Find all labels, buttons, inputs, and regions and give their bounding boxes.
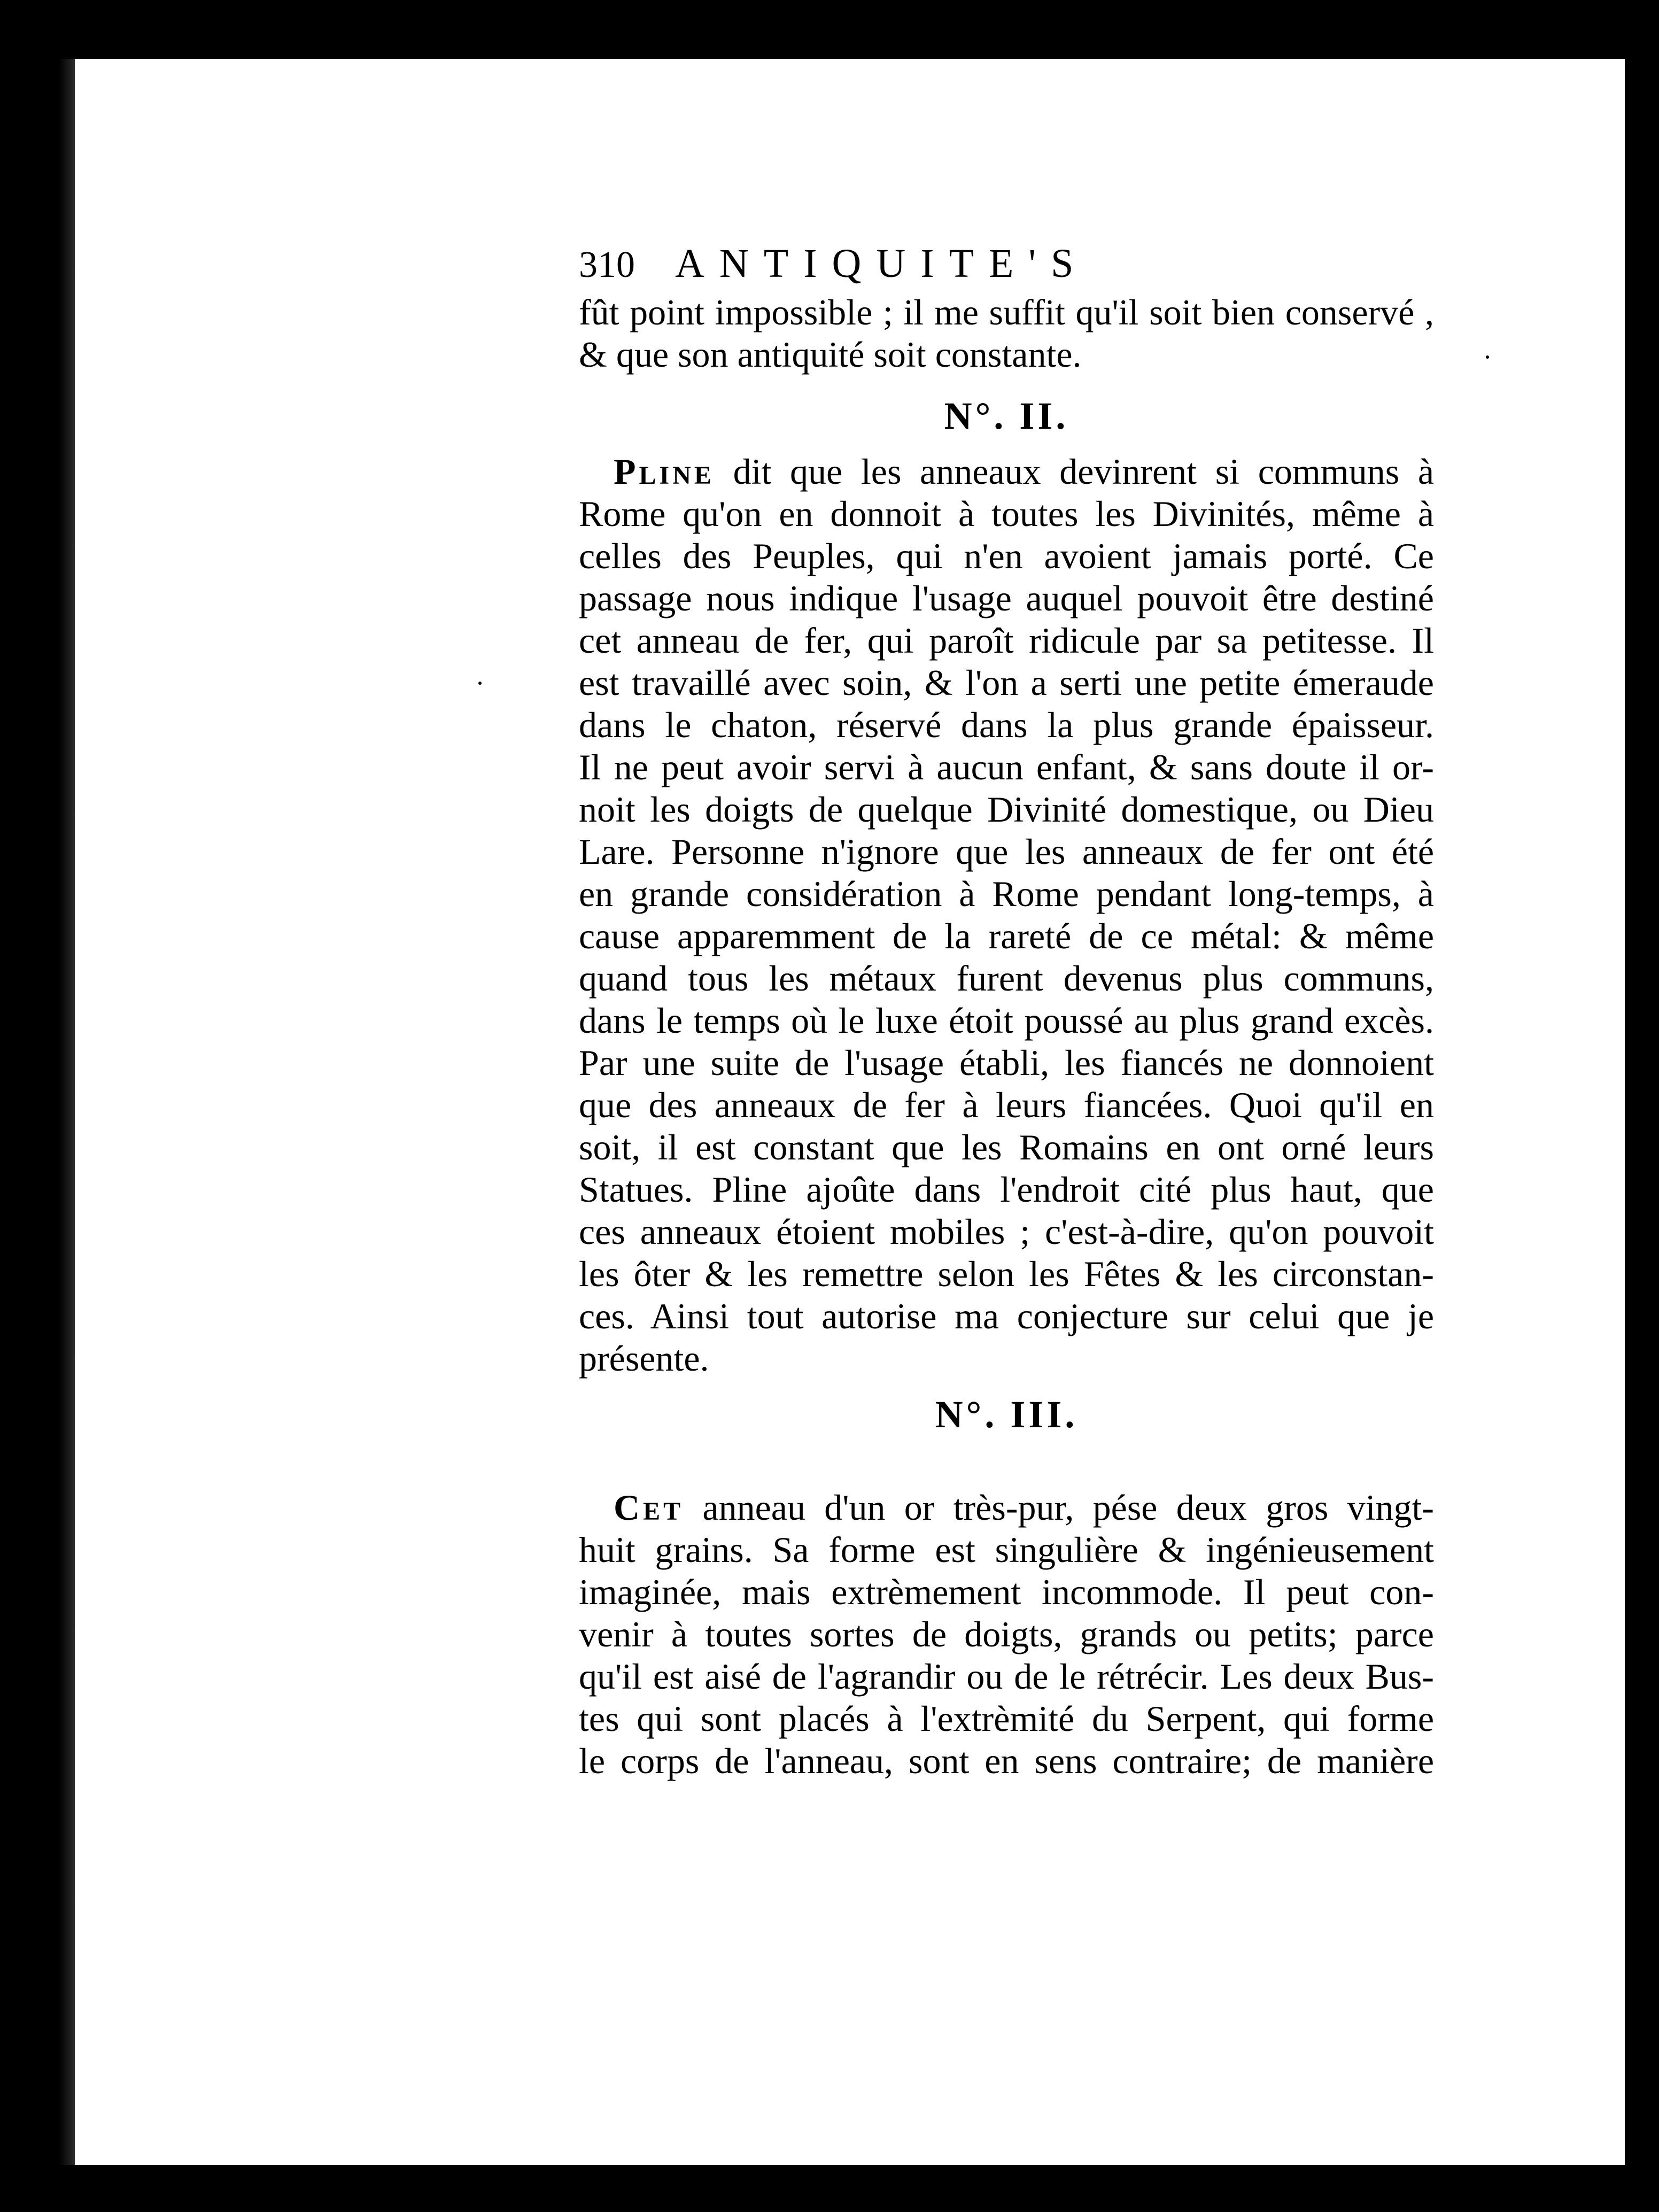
text-line: que des anneaux de fer à leurs fiancées. Quoi qu'il en	[579, 1085, 1434, 1125]
text-line: Rome qu'on en donnoit à toutes les Divinités, même à	[579, 493, 1434, 534]
running-title: ANTIQUITE'S	[675, 241, 1089, 286]
section-heading-ii: N°. II.	[944, 395, 1069, 437]
text-line: quand tous les métaux furent devenus plus communs,	[579, 958, 1434, 999]
text-line: fût point impossible ; il me suffit qu'il soit bien conservé ,	[579, 292, 1434, 332]
text-line: Statues. Pline ajoûte dans l'endroit cité plus haut, que	[579, 1169, 1434, 1210]
text-line: cause apparemment de la rareté de ce métal: & même	[579, 916, 1434, 956]
ink-speck	[478, 682, 482, 685]
text-line: qu'il est aisé de l'agrandir ou de le rétrécir. Les deux Bus-	[579, 1656, 1434, 1697]
text-line: passage nous indique l'usage auquel pouvoit être destiné	[579, 578, 1434, 618]
text-line: Par une suite de l'usage établi, les fiancés ne donnoient	[579, 1042, 1434, 1083]
text-line: Lare. Personne n'ignore que les anneaux de fer ont été	[579, 831, 1434, 872]
text-line: cet anneau de fer, qui paroît ridicule par sa petitesse. Il	[579, 620, 1434, 661]
text-line: huit grains. Sa forme est singulière & ingénieusement	[579, 1529, 1434, 1570]
text-line: dans le temps où le luxe étoit poussé au plus grand excès.	[579, 1000, 1434, 1041]
text-line: dans le chaton, réservé dans la plus grande épaisseur.	[579, 705, 1434, 745]
page-number: 310	[579, 244, 635, 285]
text-line: imaginée, mais extrèmement incommode. Il peut con-	[579, 1572, 1434, 1612]
text-line: ces anneaux étoient mobiles ; c'est-à-dire, qu'on pouvoit	[579, 1211, 1434, 1252]
text-line: venir à toutes sortes de doigts, grands ou petits; parce	[579, 1614, 1434, 1654]
text-line: soit, il est constant que les Romains en ont orné leurs	[579, 1127, 1434, 1167]
text-line: en grande considération à Rome pendant long-temps, à	[579, 873, 1434, 914]
text-line-rest: anneau d'un or très-pur, pése deux gros vingt-	[684, 1487, 1434, 1528]
paragraph-first-line	[579, 1487, 1434, 1529]
text-line: présente.	[579, 1338, 709, 1379]
ink-speck	[1486, 355, 1489, 359]
text-line: est travaillé avec soin, & l'on a serti une petite émeraude	[579, 662, 1434, 703]
text-line: noit les doigts de quelque Divinité domestique, ou Dieu	[579, 789, 1434, 830]
text-line: tes qui sont placés à l'extrèmité du Serpent, qui forme	[579, 1698, 1434, 1739]
text-line: & que son antiquité soit constante.	[579, 334, 1082, 375]
text-line: le corps de l'anneau, sont en sens contraire; de manière	[579, 1741, 1434, 1781]
text-line: les ôter & les remettre selon les Fêtes & les circonstan-	[579, 1254, 1434, 1294]
text-block	[579, 241, 1434, 1782]
lead-word: Cet	[614, 1487, 684, 1528]
text-line: ces. Ainsi tout autorise ma conjecture sur celui que je	[579, 1296, 1434, 1336]
page-header	[579, 241, 1434, 291]
section-heading-iii: N°. III.	[935, 1393, 1078, 1436]
text-line: celles des Peuples, qui n'en avoient jamais porté. Ce	[579, 536, 1434, 576]
text-line-rest: dit que les anneaux devinrent si communs à	[714, 451, 1434, 492]
text-line: Il ne peut avoir servi à aucun enfant, & sans doute il or-	[579, 747, 1434, 787]
paragraph-first-line	[579, 451, 1434, 493]
lead-word: Pline	[614, 451, 715, 492]
